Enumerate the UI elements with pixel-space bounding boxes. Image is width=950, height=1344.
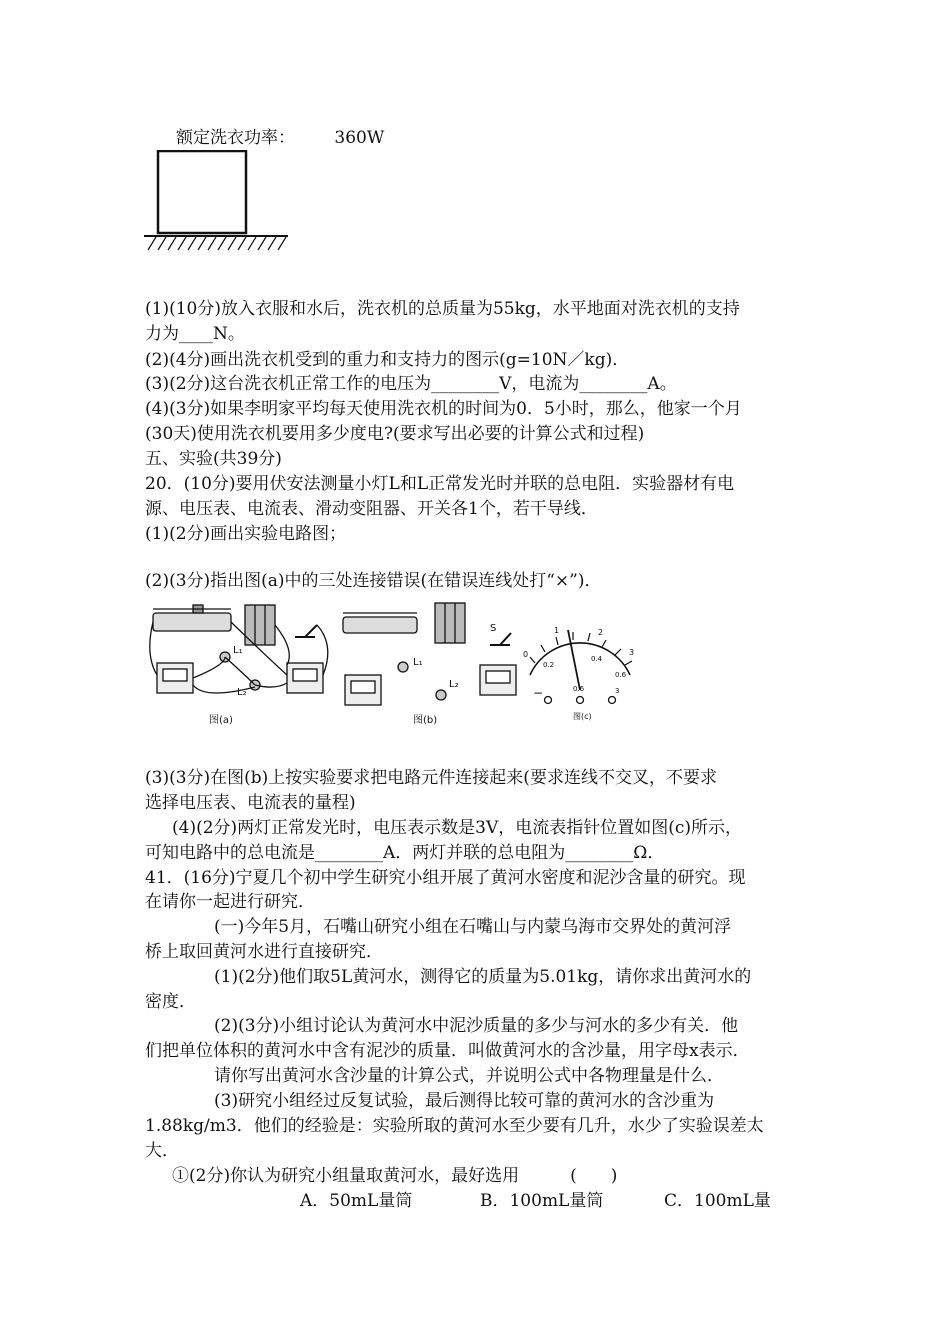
q20-line-1: 20．(10分)要用伏安法测量小灯L和L正常发光时并联的总电阻．实验器材有电 bbox=[145, 474, 735, 494]
q41-line-5: (1)(2分)他们取5L黄河水，测得它的质量为5.01kg，请你求出黄河水的 bbox=[214, 967, 752, 987]
q20b-line-3: (4)(2分)两灯正常发光时，电压表示数是3V，电流表指针位置如图(c)所示， bbox=[172, 818, 743, 838]
battery-b bbox=[435, 603, 465, 643]
q20-line-3: (1)(2分)画出实验电路图； bbox=[145, 524, 347, 544]
switch-b bbox=[490, 633, 511, 645]
q19-line-5: (4)(3分)如果李明家平均每天使用洗衣机的时间为0．5小时，那么，他家一个月 bbox=[145, 399, 742, 419]
q20-line-2: 源、电压表、电流表、滑动变阻器、开关各1个，若干导线． bbox=[145, 499, 598, 519]
ground-hatching bbox=[148, 237, 286, 250]
label-l1-b: L₁ bbox=[413, 657, 423, 668]
q41-line-4: 桥上取回黄河水进行直接研究． bbox=[145, 942, 383, 962]
scale-1: 1 bbox=[554, 626, 560, 635]
terminal-06-label: 0.6 bbox=[573, 685, 585, 693]
washing-machine-box bbox=[158, 151, 246, 233]
rheostat-a bbox=[153, 613, 231, 631]
q41-line-2: 在请你一起进行研究． bbox=[145, 892, 315, 912]
q41-line-12: 大． bbox=[145, 1141, 179, 1161]
q41-line-3: (一)今年5月，石嘴山研究小组在石嘴山与内蒙乌海市交界处的黄河浮 bbox=[214, 917, 732, 937]
lamp-l2-b bbox=[436, 690, 446, 700]
scale-0: 0 bbox=[523, 650, 529, 659]
option-a: A．50mL量筒 bbox=[300, 1191, 413, 1211]
scale-2: 2 bbox=[598, 628, 604, 637]
rheostat-b bbox=[343, 617, 417, 633]
label-l2-b: L₂ bbox=[449, 679, 459, 690]
caption-c: 图(c) bbox=[573, 712, 592, 721]
q20b-line-4: 可知电路中的总电流是________A．两灯并联的总电阻为________Ω． bbox=[145, 843, 665, 863]
meter-needle bbox=[568, 630, 580, 690]
caption-a: 图(a) bbox=[209, 715, 233, 726]
terminal-3-label: 3 bbox=[615, 687, 620, 695]
scale-3: 3 bbox=[629, 648, 635, 657]
q41-line-13: ①(2分)你认为研究小组量取黄河水，最好选用 ( ) bbox=[172, 1166, 618, 1186]
section-heading: 五、实验(共39分) bbox=[145, 449, 282, 469]
caption-b: 图(b) bbox=[413, 715, 438, 726]
option-b: B．100mL量筒 bbox=[480, 1191, 604, 1211]
figure-b bbox=[343, 603, 516, 705]
q41-line-6: 密度． bbox=[145, 992, 196, 1012]
scale-02: 0.2 bbox=[543, 661, 555, 669]
scale-06: 0.6 bbox=[615, 671, 627, 679]
rated-power-label: 额定洗衣功率： bbox=[176, 128, 295, 148]
q20-line-4: (2)(3分)指出图(a)中的三处连接错误(在错误连线处打“×”)． bbox=[145, 571, 602, 591]
q20b-line-1: (3)(3分)在图(b)上按实验要求把电路元件连接起来(要求连线不交叉，不要求 bbox=[145, 768, 717, 788]
q41-line-9: 请你写出黄河水含沙量的计算公式，并说明公式中各物理量是什么． bbox=[214, 1066, 724, 1086]
q41-line-8: 们把单位体积的黄河水中含有泥沙的质量．叫做黄河水的含沙量，用字母x表示． bbox=[145, 1041, 750, 1061]
label-l1-a: L₁ bbox=[233, 645, 243, 656]
q19-line-3: (2)(4分)画出洗衣机受到的重力和支持力的图示(g=10N／kg)． bbox=[145, 350, 630, 370]
switch-a bbox=[295, 625, 317, 637]
option-c: C．100mL量 bbox=[664, 1191, 771, 1211]
rated-power-value: 360W bbox=[334, 128, 385, 148]
terminal-neg-label: − bbox=[533, 686, 544, 700]
q41-line-7: (2)(3分)小组讨论认为黄河水中泥沙质量的多少与河水的多少有关．他 bbox=[214, 1016, 739, 1036]
q41-line-11: 1.88kg/m3．他们的经验是：实验所取的黄河水至少要有几升，水少了实验误差太 bbox=[145, 1116, 764, 1136]
q19-line-6: (30天)使用洗衣机要用多少度电?(要求写出必要的计算公式和过程) bbox=[145, 424, 645, 444]
lamp-l1-b bbox=[398, 662, 408, 672]
rated-power-line bbox=[176, 127, 384, 149]
scale-04: 0.4 bbox=[591, 655, 603, 663]
q19-line-2: 力为____N。 bbox=[145, 324, 245, 344]
circuit-figures bbox=[145, 595, 645, 730]
q20b-line-2: 选择电压表、电流表的量程) bbox=[145, 793, 356, 813]
label-s-b: S bbox=[490, 623, 497, 634]
terminal-06 bbox=[577, 697, 584, 704]
label-l2-a: L₂ bbox=[237, 687, 247, 698]
q41-line-1: 41．(16分)宁夏几个初中学生研究小组开展了黄河水密度和泥沙含量的研究。现 bbox=[145, 868, 746, 888]
q19-line-4: (3)(2分)这台洗衣机正常工作的电压为________V，电流为________A。 bbox=[145, 374, 677, 394]
q41-line-10: (3)研究小组经过反复试验，最后测得比较可靠的黄河水的含沙重为 bbox=[214, 1091, 715, 1111]
terminal-3 bbox=[609, 697, 616, 704]
washing-machine-figure bbox=[142, 150, 292, 258]
q19-line-1: (1)(10分)放入衣服和水后，洗衣机的总质量为55kg，水平地面对洗衣机的支持 bbox=[145, 299, 740, 319]
terminal-neg bbox=[545, 697, 552, 704]
